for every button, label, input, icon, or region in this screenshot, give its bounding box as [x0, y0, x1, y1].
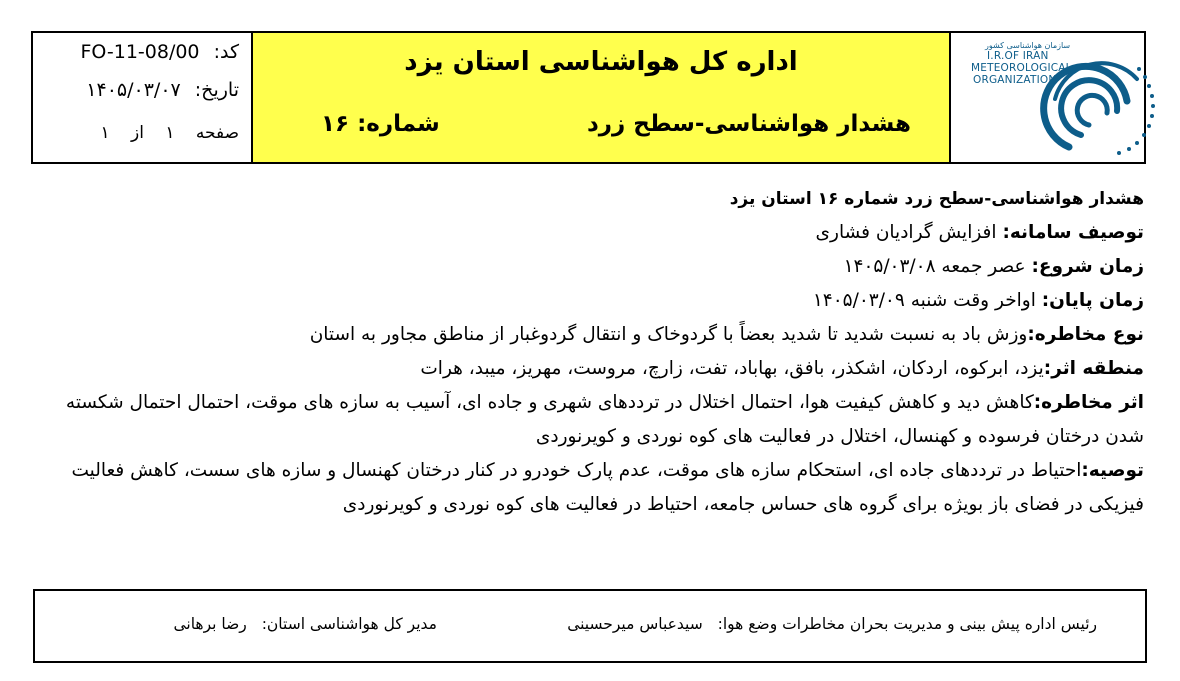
- warning-body: [64, 182, 1144, 522]
- hazard-row: [64, 318, 1144, 352]
- region-row: [64, 352, 1144, 386]
- page-current: ۱: [165, 123, 175, 143]
- signature-footer: [33, 589, 1147, 663]
- page-label: صفحه: [195, 123, 239, 143]
- start-row: [64, 250, 1144, 284]
- director-signature: [173, 615, 437, 633]
- advice-label: توصیه:: [1081, 460, 1144, 481]
- logo-en-line1: I.R.OF IRAN: [987, 50, 1049, 62]
- system-value: افزایش گرادیان فشاری: [815, 222, 997, 243]
- number-label: شماره:: [357, 111, 440, 137]
- logo-fa-text: سازمان هواشناسی کشور: [985, 41, 1071, 50]
- number-value: ۱۶: [321, 111, 350, 137]
- end-label: زمان پایان:: [1041, 290, 1144, 311]
- forecast-head-signature: [567, 615, 1097, 633]
- page-row: [100, 123, 239, 143]
- logo-box: [951, 33, 1144, 162]
- page-of: از: [130, 123, 144, 143]
- logo-en-line3: ORGANIZATION: [973, 74, 1057, 86]
- document-meta-box: [33, 33, 253, 162]
- code-row: [80, 41, 239, 63]
- end-value: اواخر وقت شنبه ۱۴۰۵/۰۳/۰۹: [812, 290, 1036, 311]
- warning-number: [321, 111, 440, 137]
- effect-row: [64, 386, 1144, 454]
- start-value: عصر جمعه ۱۴۰۵/۰۳/۰۸: [843, 256, 1026, 277]
- region-value: یزد، ابرکوه، اردکان، اشکذر، بافق، بهاباد، تفت، زارچ، مروست، مهریز، میبد، هرات: [420, 358, 1044, 379]
- meteorological-organization-logo-icon: [969, 39, 1169, 164]
- advice-row: [64, 454, 1144, 522]
- forecast-head-title: رئیس اداره پیش بینی و مدیریت بحران مخاطرات وضع هوا:: [717, 615, 1097, 633]
- date-row: [86, 79, 239, 101]
- hazard-value: وزش باد به نسبت شدید تا شدید بعضاً با گردوخاک و انتقال گردوغبار از مناطق مجاور به استان: [309, 324, 1028, 345]
- effect-value: کاهش دید و کاهش کیفیت هوا، احتمال اختلال در ترددهای شهری و جاده ای، آسیب به سازه های موقت، احتمال احتمال شکسته شدن درختان فرسوده و کهنسال، اختلال در فعالیت های کوه نوردی و کویرنوردی: [65, 392, 1144, 447]
- date-value: ۱۴۰۵/۰۳/۰۷: [86, 79, 181, 101]
- region-label: منطقه اثر:: [1043, 358, 1144, 379]
- advice-value: احتیاط در ترددهای جاده ای، استحکام سازه های موقت، عدم پارک خودرو در کنار درختان کهنسال و سازه های سست، کاهش فعالیت فیزیکی در فضای باز بویژه برای گروه های حساس جامعه، احتیاط در فعالیت های کوه نوردی و کویرنوردی: [71, 460, 1144, 515]
- body-heading: هشدار هواشناسی-سطح زرد شماره ۱۶ استان یزد: [729, 189, 1144, 209]
- hazard-label: نوع مخاطره:: [1027, 324, 1144, 345]
- start-label: زمان شروع:: [1031, 256, 1144, 277]
- office-title: اداره کل هواشناسی استان یزد: [404, 47, 798, 77]
- effect-label: اثر مخاطره:: [1033, 392, 1144, 413]
- forecast-head-name: سیدعباس میرحسینی: [567, 615, 703, 633]
- system-label: توصیف سامانه:: [1002, 222, 1144, 243]
- title-box: [253, 33, 951, 162]
- code-label: کد:: [213, 41, 239, 63]
- logo-en-line2: METEOROLOGICAL: [971, 62, 1072, 74]
- system-row: [64, 216, 1144, 250]
- warning-title: هشدار هواشناسی-سطح زرد: [587, 111, 911, 137]
- code-value: FO-11-08/00: [80, 41, 200, 63]
- end-row: [64, 284, 1144, 318]
- date-label: تاریخ:: [194, 79, 239, 101]
- director-name: رضا برهانی: [173, 615, 247, 633]
- director-title: مدیر کل هواشناسی استان:: [261, 615, 437, 633]
- page-total: ۱: [100, 123, 110, 143]
- document-header: [31, 31, 1146, 164]
